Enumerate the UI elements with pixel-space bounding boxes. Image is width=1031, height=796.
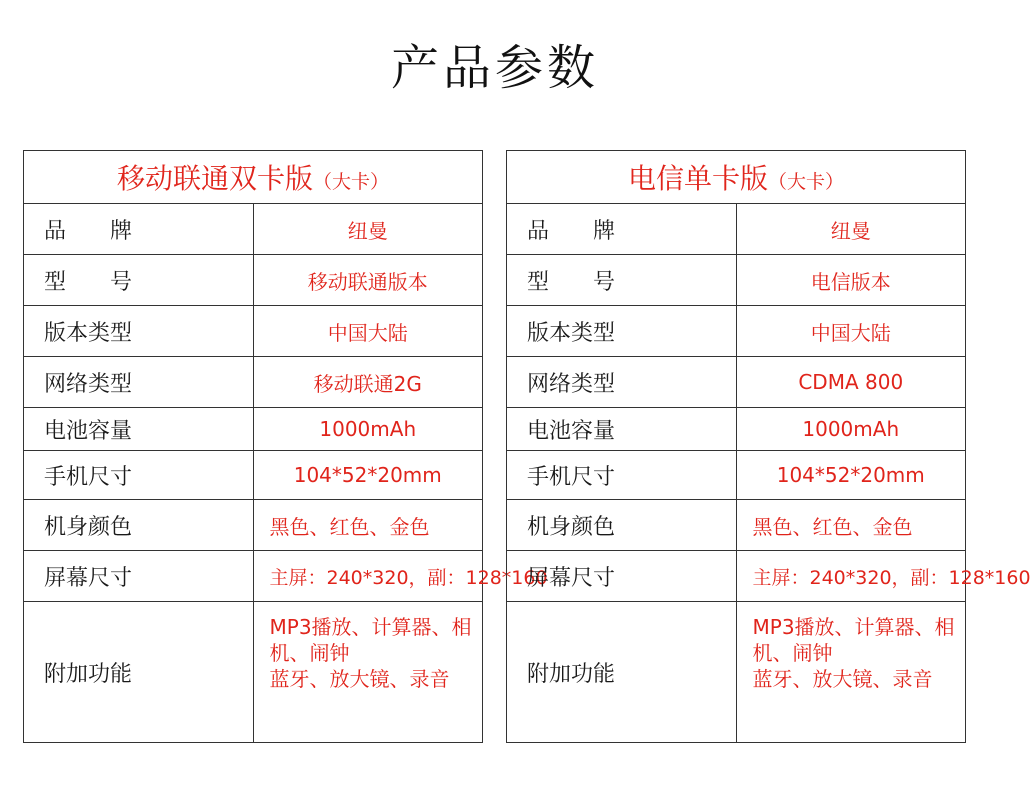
row-label: 附加功能 — [24, 602, 254, 743]
row-value: 黑色、红色、金色 — [253, 500, 483, 551]
row-value: 移动联通版本 — [253, 255, 483, 306]
row-label: 型 号 — [24, 255, 254, 306]
row-value: 104*52*20mm — [253, 451, 483, 500]
table-row — [507, 357, 966, 408]
row-value: 104*52*20mm — [736, 451, 966, 500]
table-row — [507, 602, 966, 743]
row-label: 屏幕尺寸 — [507, 551, 737, 602]
row-value: 移动联通2G — [253, 357, 483, 408]
table-header-row — [507, 151, 966, 204]
table-header-title: 电信单卡版 — [627, 162, 768, 195]
table-row — [24, 602, 483, 743]
spec-table-telecom — [506, 150, 1031, 743]
row-value — [253, 602, 483, 743]
table-header-row — [24, 151, 483, 204]
row-value: CDMA 800 — [736, 357, 966, 408]
row-value: 纽曼 — [253, 204, 483, 255]
table-header-note: （大卡） — [768, 171, 845, 193]
row-label: 机身颜色 — [24, 500, 254, 551]
table-row — [24, 551, 483, 602]
row-value: 电信版本 — [736, 255, 966, 306]
row-label: 机身颜色 — [507, 500, 737, 551]
table-row — [507, 204, 966, 255]
row-label: 电池容量 — [507, 408, 737, 451]
row-value: 主屏：240*320，副：128*160 — [253, 551, 483, 602]
table-row — [507, 551, 966, 602]
row-label: 品 牌 — [24, 204, 254, 255]
table-header-note: （大卡） — [313, 171, 390, 193]
row-label: 附加功能 — [507, 602, 737, 743]
table-row — [507, 451, 966, 500]
row-value: 中国大陆 — [736, 306, 966, 357]
table-row — [507, 255, 966, 306]
row-label: 网络类型 — [507, 357, 737, 408]
row-value-line: 蓝牙、放大镜、录音 — [269, 667, 450, 691]
table-row — [24, 451, 483, 500]
row-label: 版本类型 — [24, 306, 254, 357]
table-row — [24, 306, 483, 357]
table-row — [24, 255, 483, 306]
table-header — [24, 151, 483, 204]
table-row — [507, 500, 966, 551]
table-row — [24, 204, 483, 255]
row-label: 屏幕尺寸 — [24, 551, 254, 602]
row-value-line: 蓝牙、放大镜、录音 — [752, 667, 933, 691]
row-label: 版本类型 — [507, 306, 737, 357]
row-label: 网络类型 — [24, 357, 254, 408]
row-label: 手机尺寸 — [24, 451, 254, 500]
table-row — [507, 408, 966, 451]
row-value: 1000mAh — [253, 408, 483, 451]
row-value: 黑色、红色、金色 — [736, 500, 966, 551]
table-row — [24, 357, 483, 408]
row-label: 型 号 — [507, 255, 737, 306]
row-value-line: MP3播放、计算器、相机、闹钟 — [752, 615, 955, 665]
table-header — [507, 151, 966, 204]
row-value-line: MP3播放、计算器、相机、闹钟 — [269, 615, 472, 665]
table-row — [507, 306, 966, 357]
row-value: 纽曼 — [736, 204, 966, 255]
row-label: 品 牌 — [507, 204, 737, 255]
row-value: 中国大陆 — [253, 306, 483, 357]
table-row — [24, 500, 483, 551]
row-label: 电池容量 — [24, 408, 254, 451]
table-header-title: 移动联通双卡版 — [116, 162, 313, 195]
row-value — [736, 602, 966, 743]
row-label: 手机尺寸 — [507, 451, 737, 500]
row-value: 主屏：240*320，副：128*160 — [736, 551, 966, 602]
row-value: 1000mAh — [736, 408, 966, 451]
page-title: 产品参数 — [390, 40, 599, 96]
spec-table-dual-card — [23, 150, 548, 743]
table-row — [24, 408, 483, 451]
